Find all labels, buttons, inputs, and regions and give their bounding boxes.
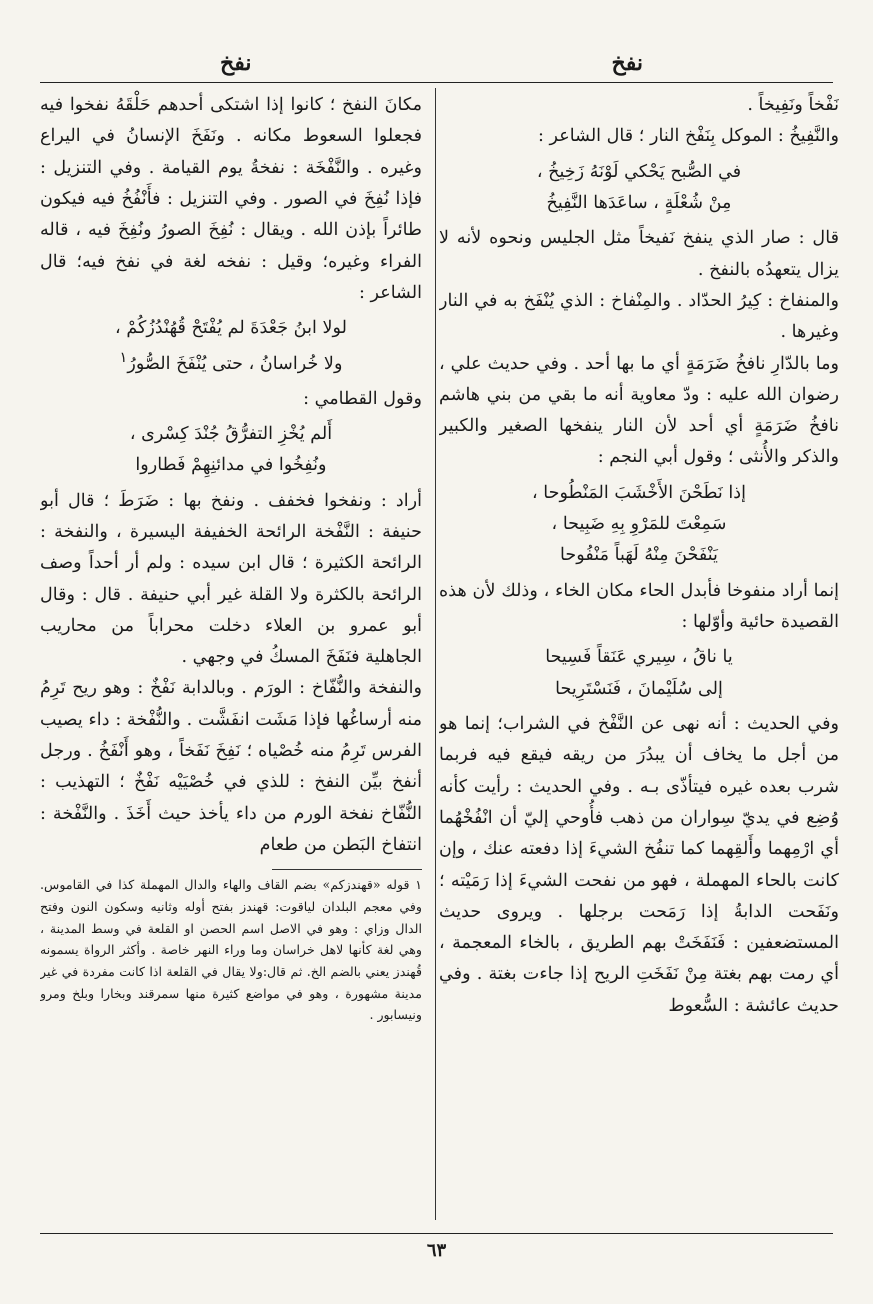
paragraph: والنَّفِيخُ : الموكل بِنَفْخ النار ؛ قال الشاعر : xyxy=(538,126,839,147)
verse-block xyxy=(439,478,839,572)
header-rule xyxy=(40,82,833,83)
verse-block xyxy=(439,157,839,220)
paragraph: وفي الحديث : أنه نهى عن النَّفْخ في الشراب؛ إنما هو من أجل ما يخاف أن يبدُرَ من ريقه فيقع فيه فربما شرب بعده غيره فيتأذّى بـه . وفي الحديث : رأيت كأنه وُضِع في يديّ سِواران من ذهب فأُوحي إليّ أن انْفُخْهُما أي ارْمِهما وأَلقِهما كما تنفُخ الشيءَ إذا دفعته عنك ، وإن كانت بالحاء المهملة ، فهو من نفحت الشيءَ إذا رَمَيْته ؛ ونَفَحت الدابةُ إذا رَمَحت برجلها . ويروى حديث المستضعفين : فَنَفَخَتْ بهم الطريق ، بالخاء المعجمة ، أي رمت بهم بغتة مِنْ نَفَخَتِ الريح إذا جاءت بغتة . وفي حديث عائشة : السُّعوط xyxy=(439,713,839,1016)
verse-line: إذا نَطَحْنَ الأَخْشَبَ المَنْطُوحا ، xyxy=(532,482,746,503)
verse-line: يا ناقُ ، سِيري عَنَقاً فَسِيحا xyxy=(545,647,733,668)
verse-line: يَنْفَحْنَ مِنْهُ لَهَباً مَنْفُوحا xyxy=(560,545,718,566)
verse-block xyxy=(439,642,839,705)
verse-line: سَمِعْتَ للمَرْوِ بِهِ ضَبِيحا ، xyxy=(551,514,727,535)
paragraph: إنما أراد منفوخا فأبدل الحاء مكان الخاء ، وذلك لأن هذه القصيدة حائية وأوّلها : xyxy=(439,580,839,632)
headword-left: نفخ xyxy=(220,50,252,76)
paragraph: مكانَ النفخ ؛ كانوا إذا اشتكى أحدهم حَلْقَهُ نفخوا فيه فجعلوا السعوط مكانه . ونَفَخَ الإنسانُ في اليراع وغيره . والنَّفْخَة : نفخةُ يوم القيامة . وفي التنزيل : فإذا نُفِخَ في الصور . وفي التنزيل : فأَنْفُخُ فيه فيكون طائراً بإذن الله . ويقال : نُفِخَ الصورُ ونُفِخَ فيه ، قاله الفراء وغيره؛ وقيل : نفخه لغة في نفخ فيه؛ قال الشاعر : xyxy=(40,95,422,303)
footer-rule xyxy=(40,1233,833,1234)
verse-line xyxy=(40,345,422,380)
page-header xyxy=(40,44,833,84)
verse-block xyxy=(40,419,422,482)
footnote-rule xyxy=(272,869,422,870)
verse-block xyxy=(40,313,422,379)
paragraph: قال : صار الذي ينفخ نَفيخاً مثل الجليس ونحوه لأنه لا يزال يتعهدُه بالنفخ . xyxy=(439,228,839,280)
paragraph: نَفْخاً ونَفِيخاً . xyxy=(747,95,839,115)
verse-line-text: ولا خُراسانُ ، حتى يُنْفَخَ الصُّورُ xyxy=(127,353,343,374)
verse-line: في الصُّبح يَحْكي لَوْنَهُ زَخِيخُ ، xyxy=(536,161,742,182)
paragraph: وما بالدّارِ نافخُ ضَرَمَةٍ أي ما بها أحد . وفي حديث علي ، رضوان الله عليه : ودّ معاوية أنه ما بقي من بني هاشم نافخُ ضَرَمَةٍ أي أحد لأن النار ينفخها الصغير والكبير والذكر والأُنثى ؛ وقول أبي النجم : xyxy=(439,353,839,468)
left-column xyxy=(40,90,422,1224)
verse-line: لولا ابنُ جَعْدَةَ لم يُفْتَحْ قُهُنْدُزُكُمْ ، xyxy=(115,318,347,339)
verse-line: أَلم يُخْزِ التفرُّقُ جُنْدَ كِسْرى ، xyxy=(129,423,333,444)
page-number: ٦٣ xyxy=(426,1240,447,1261)
paragraph: أراد : ونفخوا فخفف . ونفخ بها : ضَرَطَ ؛ قال أبو حنيفة : النَّفْخة الرائحة الخفيفة اليسيرة ، والنفخة : الرائحة الكثيرة ؛ قال ابن سيده : ولم أر أحداً وصف الرائحة بالكثرة ولا القلة غير أبي حنيفة . قال : وقال أبو عمرو بن العلاء دخلت محراباً من محاريب الجاهلية فنَفَخَ المسكُ في وجهي . xyxy=(40,490,422,668)
verse-line: إلى سُلَيْمانَ ، فَنَسْتَرِيحا xyxy=(555,678,723,699)
footnote-marker: ١ xyxy=(119,348,128,366)
paragraph: وقول القطامي : xyxy=(303,388,422,409)
verse-line: مِنْ شُعْلَةٍ ، ساعَدَها النَّفِيخُ xyxy=(546,192,732,213)
verse-line: ونُفِخُوا في مدائنِهِمْ فَطاروا xyxy=(135,455,327,476)
headword-right: نفخ xyxy=(611,50,643,76)
paragraph: والنفخة والنُّفّاخ : الورَم . وبالدابة نَفْخٌ : وهو ريح تَرِمُ منه أرساغُها فإذا مَشَت انفَشَّت . والنُّفْخة : داء يصيب الفرس تَرِمُ منه خُصْياه ؛ نَفِخَ نَفَخاً ، وهو أَنْفَخُ . ورجل أنفخ بيِّن النفخ : للذي في خُصْيَيْه نَفْخٌ ؛ التهذيب : النُّفّاخ نفخة الورم من داء يأخذ حيث أَخَذَ . والنَّفْخة : انتفاخ البَطن من طعام xyxy=(40,678,422,856)
paragraph: والمنفاخ : كِيرُ الحدّاد . والمِنْفاخ : الذي يُنْفَخ به في النار وغيرها . xyxy=(439,290,839,343)
right-column xyxy=(439,90,839,1224)
footnote: ١ قوله «قهندزكم» بضم القاف والهاء والدال المهملة كذا في القاموس. وفي معجم البلدان لياقوت: قهندز بفتح أوله وثانيه وسكون النون وفتح الدال وزاي : وهو في الاصل اسم الحصن او القلعة في وسط المدينة ، وهي لغة كأنها لاهل خراسان وما وراء النهر خاصة . وأكثر الرواة يسمونه قُهندز يعني بالضم الخ. ثم قال:ولا يقال في القلعة اذا كانت مفردة في غير مدينة مشهورة ، وهو في مواضع كثيرة منها سمرقند وبخارا وبلخ ومرو ونيسابور . xyxy=(40,877,422,1023)
column-divider xyxy=(435,88,436,1220)
